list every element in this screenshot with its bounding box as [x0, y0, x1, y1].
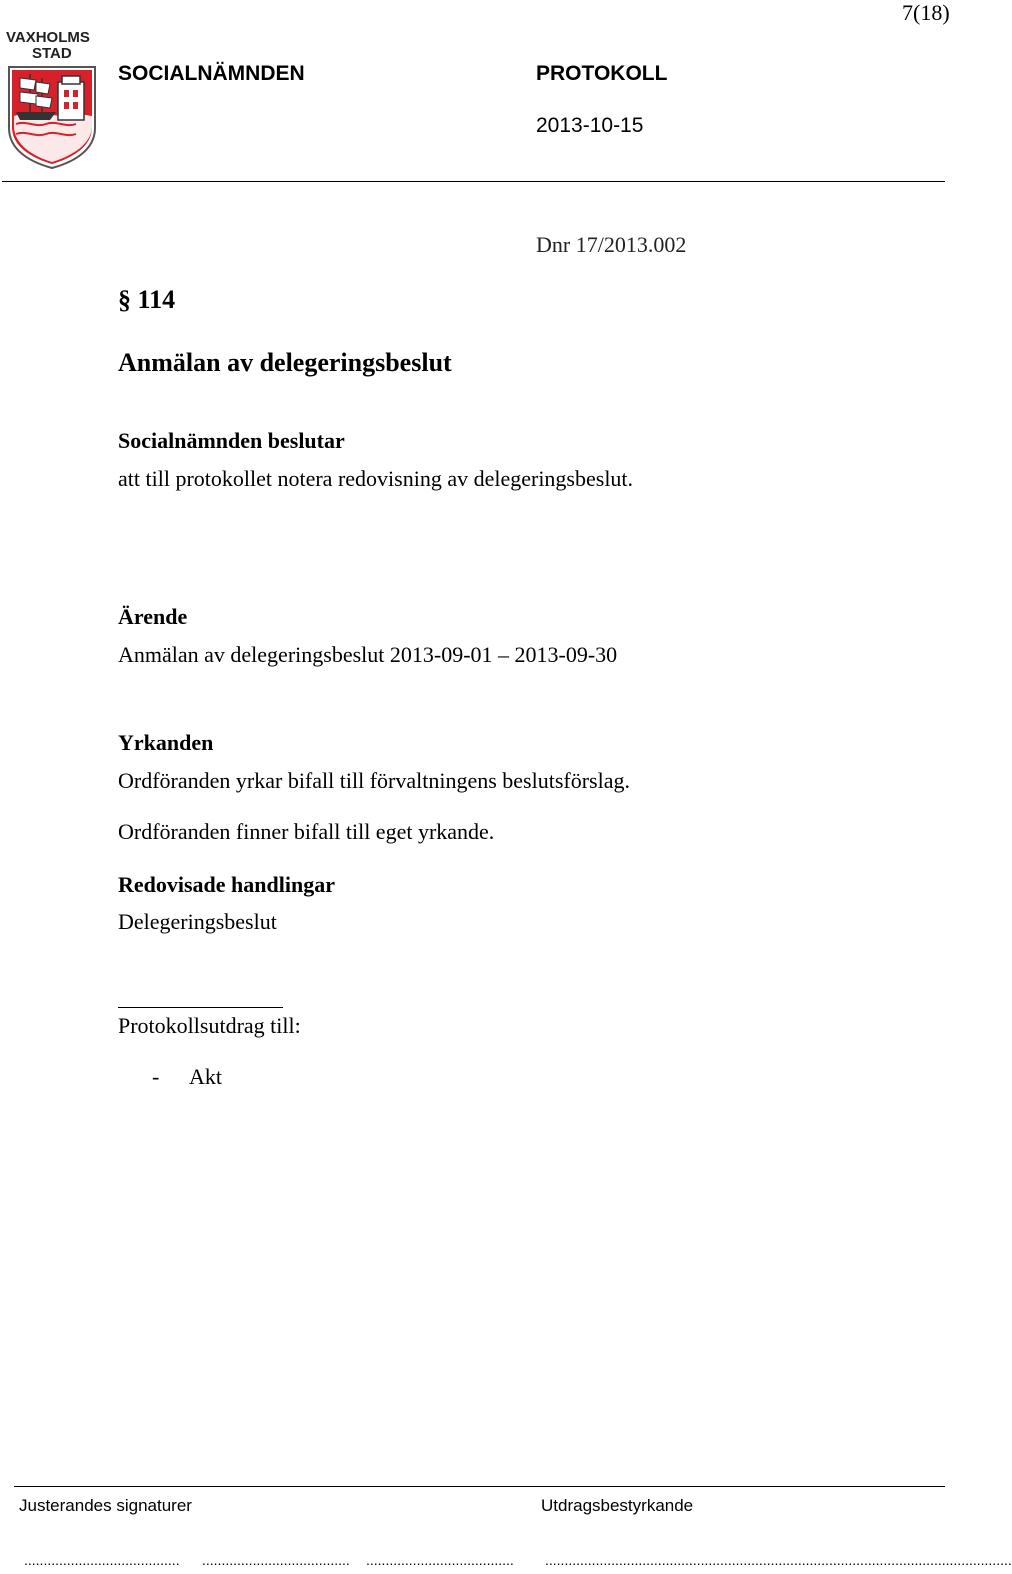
vaxholm-coat-of-arms-logo	[4, 30, 100, 172]
arende-heading: Ärende	[118, 604, 188, 629]
header-divider	[2, 181, 945, 182]
footer-extract-certification-label: Utdragsbestyrkande	[541, 1496, 694, 1515]
decision-text: att till protokollet notera redovisning av delegeringsbeslut.	[118, 466, 634, 491]
logo-text-line2: STAD	[32, 45, 72, 62]
logo-text-line1: VAXHOLMS	[6, 29, 90, 46]
utdrag-item-dash: -	[152, 1064, 160, 1089]
yrkanden-heading: Yrkanden	[118, 730, 214, 755]
page-number: 7(18)	[902, 0, 950, 25]
document-type: PROTOKOLL	[536, 62, 668, 85]
handlingar-heading: Redovisade handlingar	[118, 872, 335, 897]
paragraph-number: § 114	[118, 285, 176, 314]
signature-line-4: ........................................................................................................................	[545, 1552, 1012, 1568]
footer-divider	[14, 1486, 945, 1487]
shield-emblem-icon	[6, 64, 98, 170]
utdrag-divider	[118, 1007, 283, 1008]
signature-line-1: ........................................	[24, 1552, 180, 1568]
arende-text: Anmälan av delegeringsbeslut 2013-09-01 – 2013-09-30	[118, 642, 618, 667]
signature-line-3: ......................................	[366, 1552, 514, 1568]
utdrag-item-name: Akt	[189, 1064, 222, 1089]
decision-heading: Socialnämnden beslutar	[118, 428, 345, 453]
yrkanden-text-1: Ordföranden yrkar bifall till förvaltningens beslutsförslag.	[118, 768, 630, 793]
yrkanden-text-2: Ordföranden finner bifall till eget yrkande.	[118, 819, 495, 844]
organization-name: SOCIALNÄMNDEN	[118, 62, 305, 85]
section-title: Anmälan av delegeringsbeslut	[118, 348, 452, 377]
footer-signatures-label: Justerandes signaturer	[19, 1496, 192, 1515]
utdrag-label: Protokollsutdrag till:	[118, 1013, 301, 1038]
signature-line-2: ......................................	[202, 1552, 350, 1568]
handlingar-text: Delegeringsbeslut	[118, 909, 277, 934]
case-number: Dnr 17/2013.002	[536, 232, 687, 257]
meeting-date: 2013-10-15	[536, 114, 644, 137]
